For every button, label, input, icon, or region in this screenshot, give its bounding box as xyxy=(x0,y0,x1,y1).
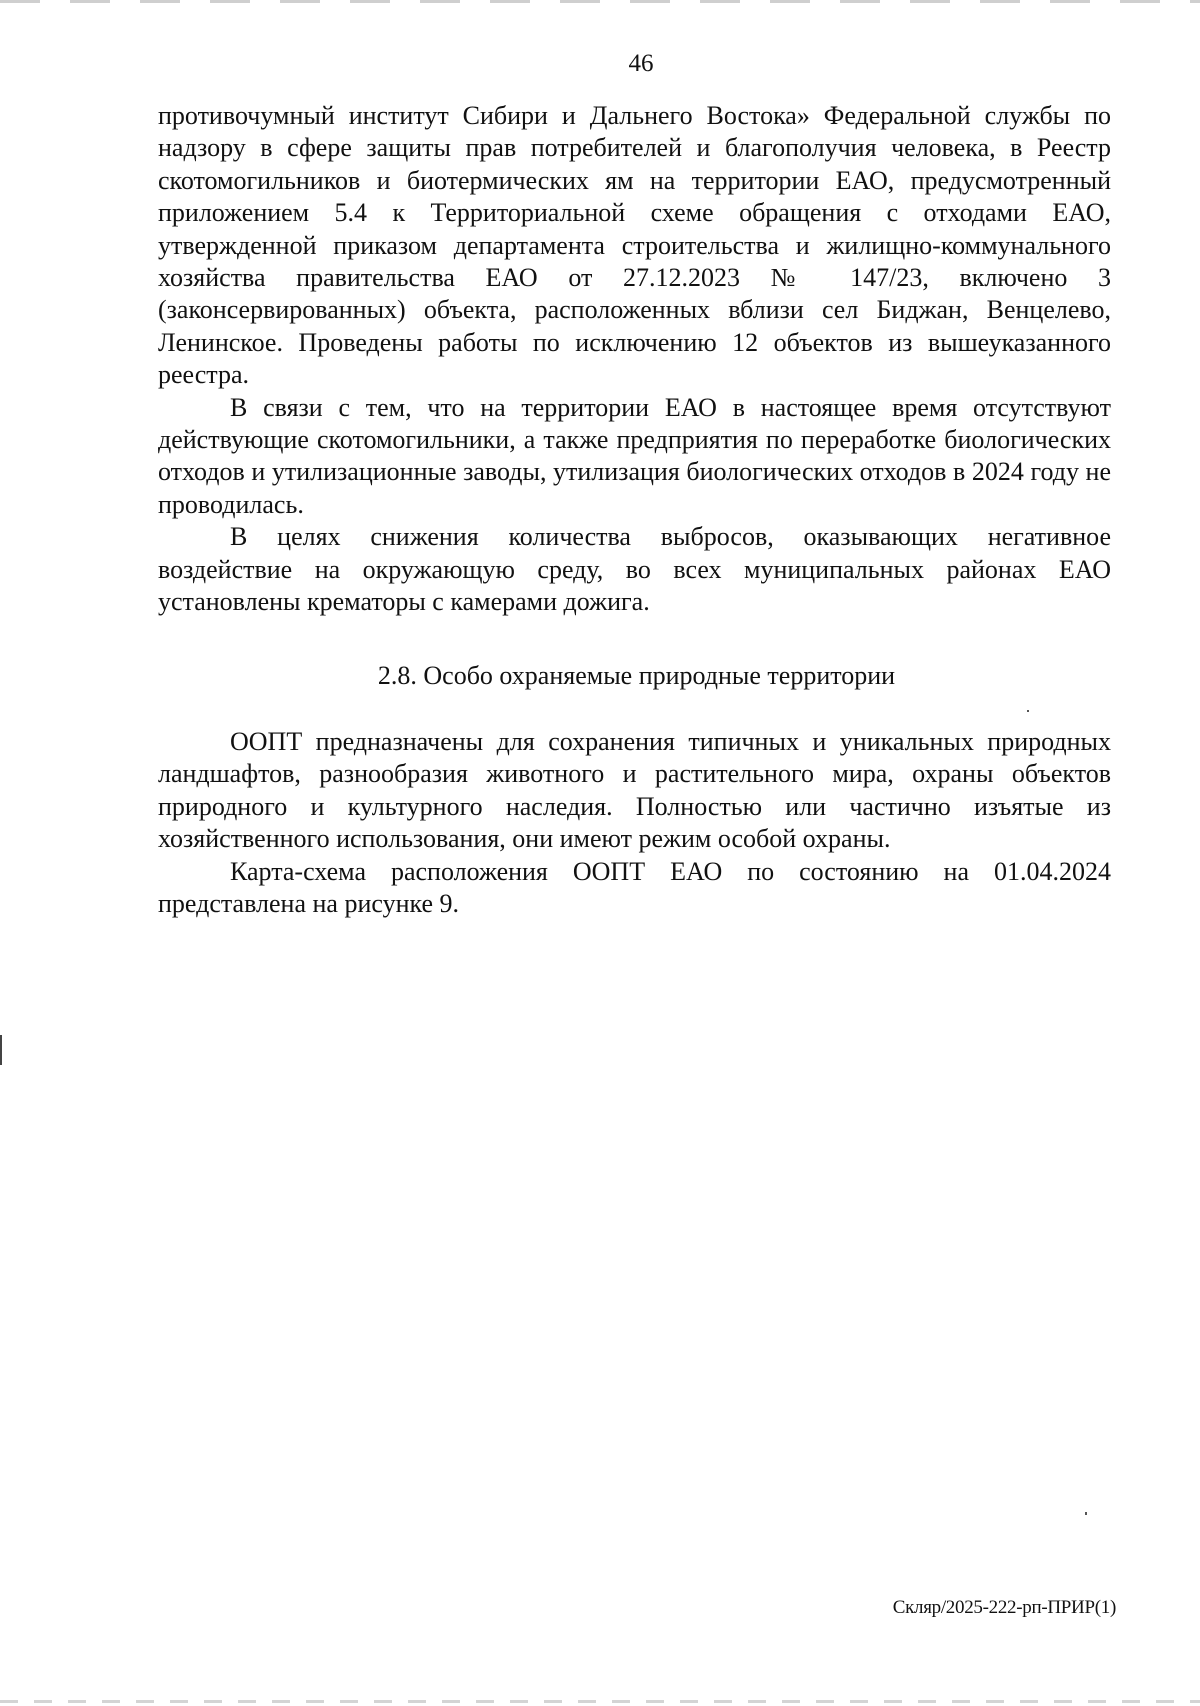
paragraph-protected-areas: ООПТ предназначены для сохранения типичных и уникальных природных ландшафтов, разнообразия животного и растительного мира, охраны объектов природного и культурного наследия. Полностью или частично изъятые из хозяйственного использования, они имеют режим особой охраны. xyxy=(158,727,1111,854)
paragraph-crematoria: В целях снижения количества выбросов, оказывающих негативное воздействие на окружающую среду, во всех муниципальных районах ЕАО установлены крематоры с камерами дожига. xyxy=(158,522,1111,617)
scan-edge-top xyxy=(0,0,1200,3)
page-number: 46 xyxy=(628,50,654,77)
paragraph-map-reference: Карта-схема расположения ООПТ ЕАО по состоянию на 01.04.2024 представлена на рисунке 9. xyxy=(158,856,1111,919)
document-code: Скляр/2025-222-рп-ПРИР(1) xyxy=(892,1597,1116,1618)
scan-speck xyxy=(1085,1512,1087,1515)
scan-edge-bottom xyxy=(0,1700,1200,1703)
paragraph-biological-waste: В связи с тем, что на территории ЕАО в настоящее время отсутствуют действующие скотомогильники, а также предприятия по переработке биологических отходов и утилизационные заводы, утилизация биологических отходов в 2024 году не проводилась. xyxy=(158,392,1111,519)
body-text-bottom xyxy=(158,726,1111,920)
section-heading: 2.8. Особо охраняемые природные территории xyxy=(377,661,896,690)
paragraph-continuation: противочумный институт Сибири и Дальнего Востока» Федеральной службы по надзору в сфере защиты прав потребителей и благополучия человека, в Реестр скотомогильников и биотермических ям на территории ЕАО, предусмотренный приложением 5.4 к Территориальной схеме обращения с отходами ЕАО, утвержденной приказом департамента строительства и жилищно-коммунального хозяйства правительства ЕАО от 27.12.2023 № 147/23, включено 3 (законсервированных) объекта, расположенных вблизи сел Биджан, Венцелево, Ленинское. Проведены работы по исключению 12 объектов из вышеуказанного реестра. xyxy=(158,101,1111,390)
body-text-top xyxy=(158,100,1111,619)
scan-speck xyxy=(1027,710,1029,712)
scan-edge-left xyxy=(0,1035,2,1065)
